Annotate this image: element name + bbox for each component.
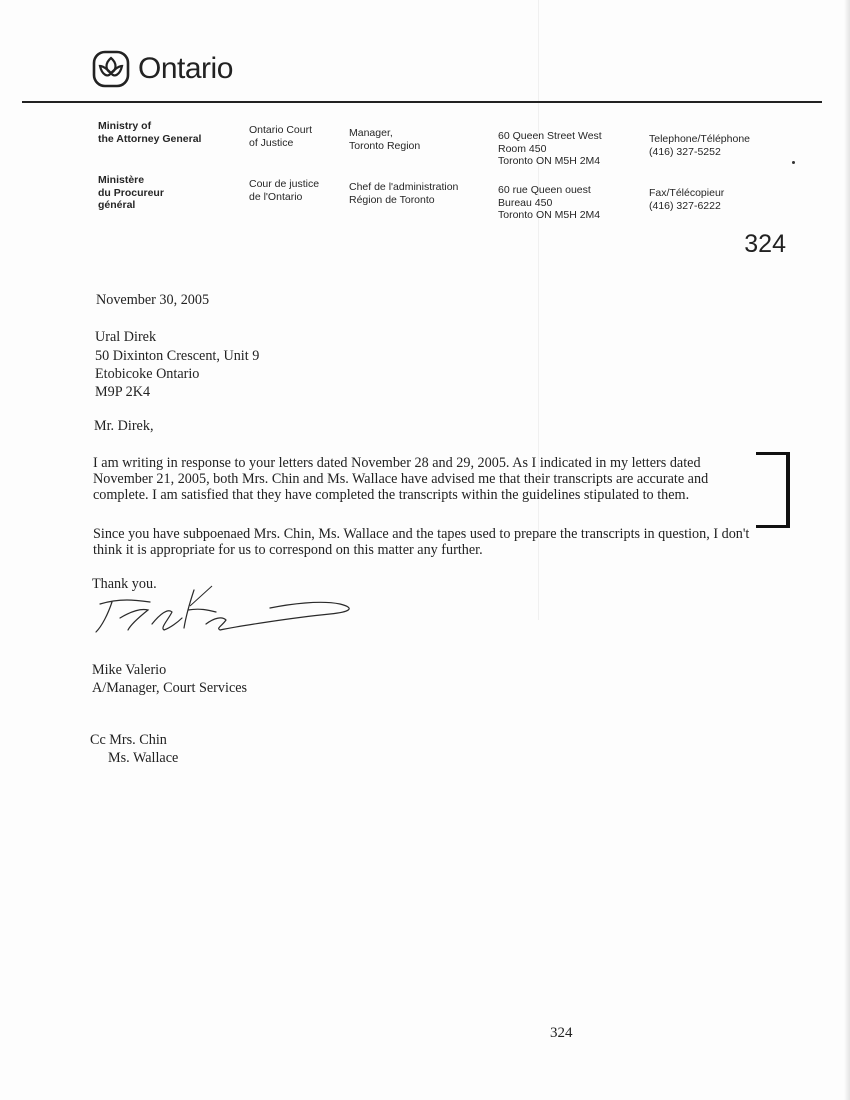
manager-fr: Chef de l'administration Région de Toronto [349, 181, 459, 206]
cc-line-1: Cc Mrs. Chin [90, 732, 167, 748]
fax-number: (416) 327-6222 [649, 200, 721, 212]
fax-label: Fax/Télécopieur [649, 187, 725, 199]
letter-date: November 30, 2005 [96, 292, 210, 308]
recipient-street: 50 Dixinton Crescent, Unit 9 [95, 348, 260, 364]
trillium-icon [92, 50, 130, 88]
recipient-postal: M9P 2K4 [95, 384, 151, 400]
phone-label: Telephone/Téléphone [649, 133, 751, 145]
cc-line-2: Ms. Wallace [108, 750, 179, 766]
closing: Thank you. [92, 576, 157, 592]
logo-wordmark: Ontario [138, 52, 233, 85]
address-en: 60 Queen Street West Room 450 Toronto ON M5H 2M4 [498, 130, 602, 167]
header-rule [22, 101, 822, 103]
recipient-name: Ural Direk [95, 329, 157, 345]
ontario-logo [92, 50, 233, 88]
phone-number: (416) 327-5252 [649, 146, 721, 158]
page-edge-shadow [844, 0, 850, 1100]
court-en: Ontario Court of Justice [249, 124, 313, 149]
ministry-en: Ministry of the Attorney General [98, 120, 202, 145]
page-number-footer: 324 [550, 1025, 573, 1041]
ministry-fr: Ministère du Procureur général [98, 174, 164, 211]
signature [90, 582, 360, 642]
salutation: Mr. Direk, [94, 418, 154, 434]
paragraph-1: I am writing in response to your letters dated November 28 and 29, 2005. As I indicated in my letters dated November 21, 2005, both Mrs. Chin and Ms. Wallace have advised me that their transcripts are accurate and complete. I am satisfied that they have completed the transcripts within the guidelines stipulated to them. [93, 455, 709, 503]
paragraph-2: Since you have subpoenaed Mrs. Chin, Ms. Wallace and the tapes used to prepare the transcripts in question, I don't think it is appropriate for us to correspond on this matter any further. [93, 526, 750, 558]
scan-speck [792, 161, 795, 164]
address-fr: 60 rue Queen ouest Bureau 450 Toronto ON M5H 2M4 [498, 184, 601, 221]
signer-name: Mike Valerio [92, 662, 167, 678]
manager-en: Manager, Toronto Region [349, 127, 421, 152]
signer-title: A/Manager, Court Services [92, 680, 248, 696]
court-fr: Cour de justice de l'Ontario [249, 178, 320, 203]
margin-bracket [756, 452, 790, 528]
page-number-stamp: 324 [744, 230, 786, 258]
recipient-city: Etobicoke Ontario [95, 366, 200, 382]
